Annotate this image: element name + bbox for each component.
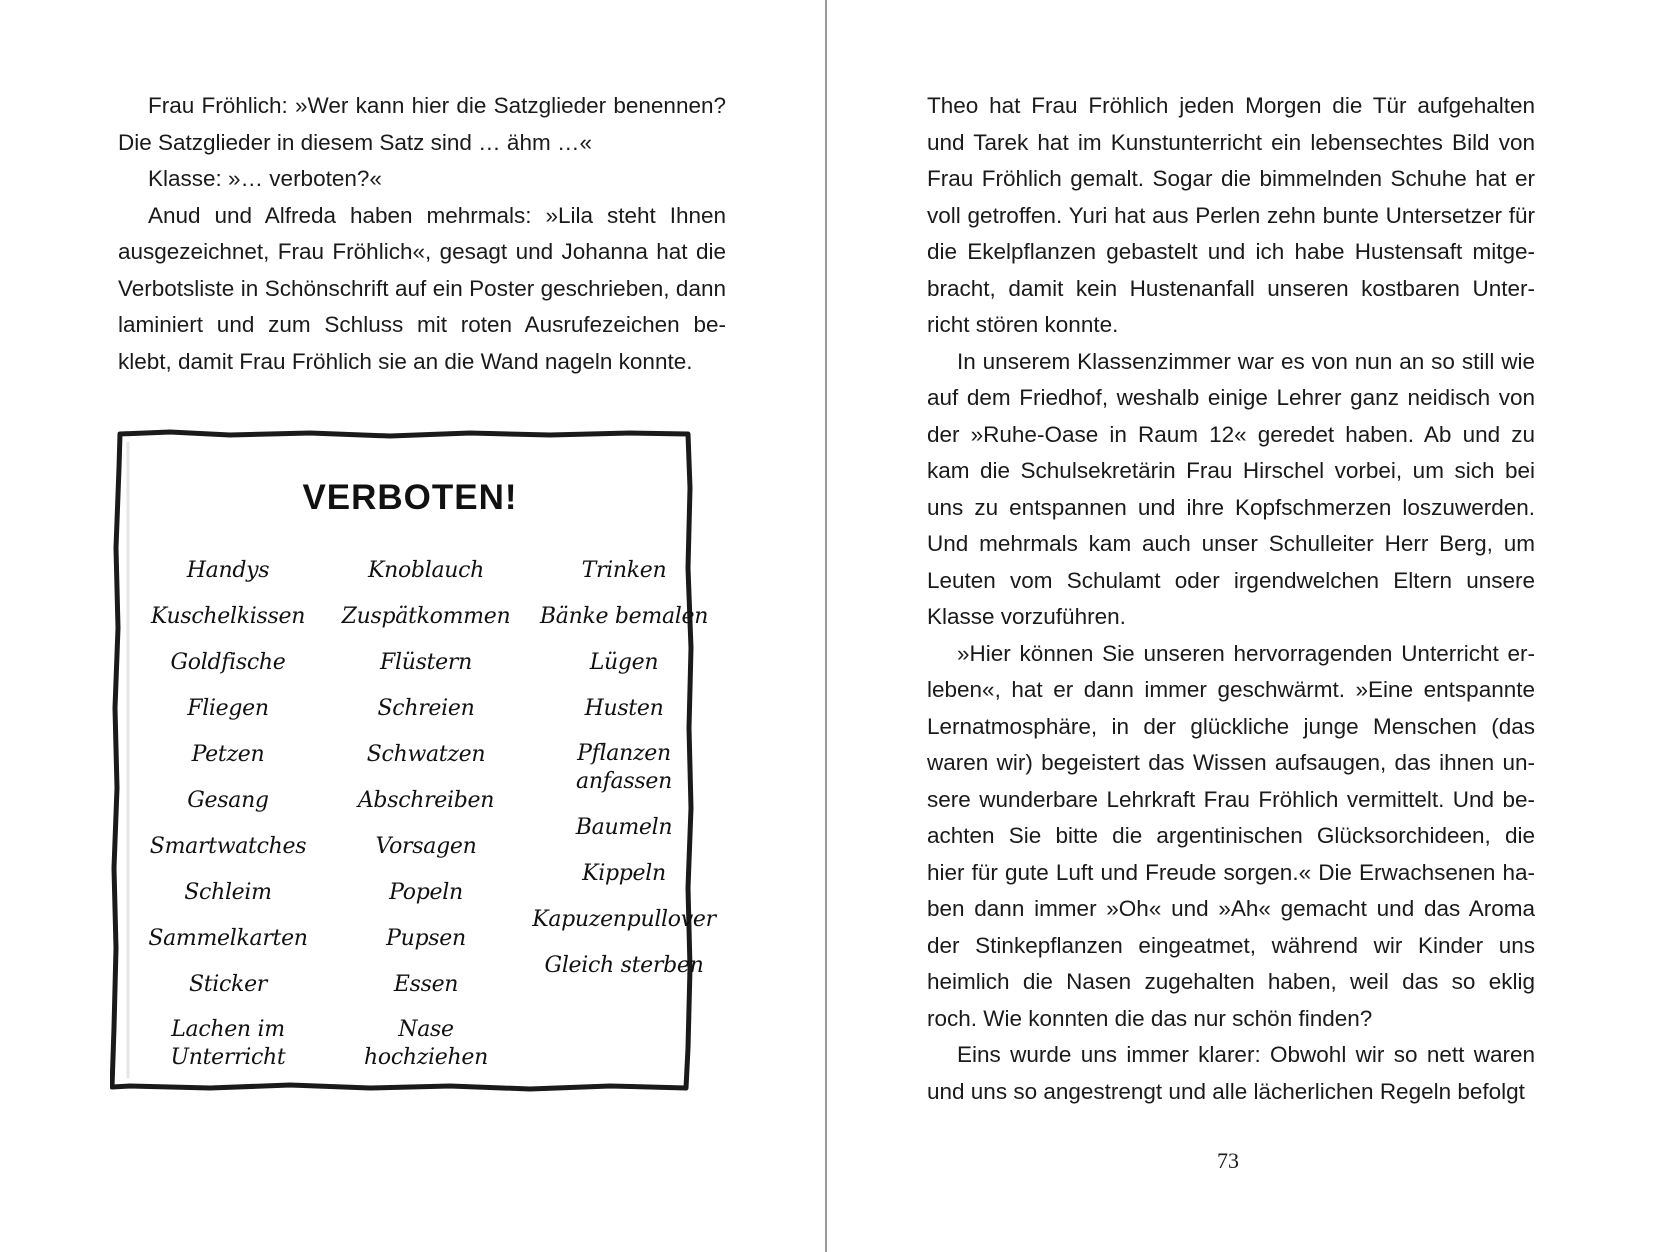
text-line: der »Ruhe-Oase in Raum 12« geredet haben. Ab und zu bbox=[927, 421, 1535, 447]
poster-item: Essen bbox=[393, 972, 459, 997]
paragraph bbox=[927, 344, 1535, 636]
text-line: ausgezeichnet, Frau Fröhlich«, gesagt und Johanna hat die bbox=[118, 239, 726, 264]
poster-column-3 bbox=[524, 556, 724, 997]
text-line: achten Sie bitte die argentinischen Glücksorchideen, die bbox=[927, 823, 1535, 848]
poster-item: Schleim bbox=[184, 880, 272, 905]
poster-item: Schreien bbox=[377, 696, 475, 721]
text-line: Lernatmosphäre, in der glückliche junge Menschen (das bbox=[927, 713, 1535, 739]
left-page-text bbox=[118, 88, 726, 380]
text-line: In unserem Klassenzimmer war es von nun an so still wie bbox=[957, 348, 1535, 374]
text-line: Eins wurde uns immer klarer: Obwohl wir so nett waren bbox=[957, 1042, 1535, 1067]
text-line: waren wir) begeistert das Wissen aufsaugen, das ihnen un- bbox=[927, 750, 1535, 775]
text-line: richt stören konnte. bbox=[927, 312, 1119, 337]
poster-item: Goldfische bbox=[170, 650, 286, 675]
text-line: Frau Fröhlich gemalt. Sogar die bimmelnden Schuhe hat er bbox=[927, 166, 1535, 191]
text-line: auf dem Friedhof, weshalb einige Lehrer ganz neidisch von bbox=[927, 385, 1535, 410]
text-line: laminiert und zum Schluss mit roten Ausrufezeichen be- bbox=[118, 312, 726, 337]
paragraph bbox=[118, 88, 726, 161]
text-line: klebt, damit Frau Fröhlich sie an die Wand nageln konnte. bbox=[118, 348, 693, 374]
text-line: Klasse: »… verboten?« bbox=[148, 166, 382, 191]
poster-item: Pflanzen anfassen bbox=[576, 741, 672, 794]
right-page bbox=[827, 0, 1654, 1252]
text-line: Klasse vorzuführen. bbox=[927, 604, 1126, 629]
text-line: voll getroffen. Yuri hat aus Perlen zehn bunte Untersetzer für bbox=[927, 202, 1535, 228]
text-line: Verbotsliste in Schönschrift auf ein Poster geschrieben, dann bbox=[118, 275, 726, 301]
poster-item: Schwatzen bbox=[366, 742, 486, 767]
text-line: heimlich die Nasen zugehalten haben, weil das so eklig bbox=[927, 969, 1535, 994]
poster-item: Knoblauch bbox=[367, 558, 485, 583]
poster-item: Kuschelkissen bbox=[150, 604, 306, 629]
paragraph bbox=[927, 1037, 1535, 1110]
paragraph bbox=[927, 88, 1535, 344]
text-line: roch. Wie konnten die das nur schön finden? bbox=[927, 1005, 1373, 1031]
poster-column-2 bbox=[326, 556, 526, 1089]
poster-item: Fliegen bbox=[187, 696, 269, 721]
poster-item: Kapuzenpullover bbox=[532, 907, 716, 932]
text-line: ben dann immer »Oh« und »Ah« gemacht und das Aroma bbox=[927, 896, 1535, 921]
poster-title: VERBOTEN! bbox=[302, 478, 518, 517]
poster-item: Trinken bbox=[581, 558, 667, 583]
text-line: Anud und Alfreda haben mehrmals: »Lila steht Ihnen bbox=[148, 202, 726, 228]
left-page bbox=[0, 0, 826, 1252]
poster-item: Flüstern bbox=[380, 650, 472, 675]
right-page-text bbox=[927, 88, 1535, 1110]
text-line: Und mehrmals kam auch unser Schulleiter Herr Berg, um bbox=[927, 531, 1535, 556]
poster-item: Handys bbox=[186, 558, 270, 583]
text-line: kam die Schulsekretärin Frau Hirschel vorbei, um sich bei bbox=[927, 458, 1535, 483]
text-line: die Ekelpflanzen gebastelt und ich habe Hustensaft mitge- bbox=[927, 239, 1535, 264]
page-number-text: 73 bbox=[1217, 1148, 1239, 1173]
paragraph bbox=[927, 636, 1535, 1038]
poster-item: Husten bbox=[584, 696, 664, 721]
poster-item: Popeln bbox=[389, 880, 463, 905]
text-line: bracht, damit kein Hustenanfall unseren kostbaren Unter- bbox=[927, 275, 1535, 301]
poster-item: Vorsagen bbox=[375, 834, 477, 859]
paragraph bbox=[118, 198, 726, 381]
poster-item: Bänke bemalen bbox=[539, 604, 709, 629]
text-line: und uns so angestrengt und alle lächerlichen Regeln befolgt bbox=[927, 1078, 1525, 1104]
poster-item: Baumeln bbox=[575, 815, 673, 840]
text-line: Theo hat Frau Fröhlich jeden Morgen die Tür aufgehalten bbox=[927, 93, 1535, 118]
poster-item: Nase hochziehen bbox=[364, 1017, 488, 1070]
poster-item: Kippeln bbox=[582, 861, 666, 886]
poster-item: Abschreiben bbox=[357, 788, 495, 813]
poster-item: Sammelkarten bbox=[148, 926, 308, 951]
poster-item: Petzen bbox=[191, 742, 265, 767]
text-line: Frau Fröhlich: »Wer kann hier die Satzglieder benennen? bbox=[148, 93, 726, 118]
poster-item: Lachen im Unterricht bbox=[170, 1017, 286, 1070]
text-line: leben«, hat er dann immer geschwärmt. »Eine entspannte bbox=[927, 677, 1535, 702]
paragraph bbox=[118, 161, 726, 198]
text-line: Leuten vom Schulamt oder irgendwelchen Eltern unsere bbox=[927, 567, 1535, 593]
poster-item: Gleich sterben bbox=[544, 953, 704, 978]
poster-item: Sticker bbox=[188, 972, 268, 997]
text-line: und Tarek hat im Kunstunterricht ein lebensechtes Bild von bbox=[927, 129, 1535, 155]
poster-item: Gesang bbox=[187, 788, 269, 813]
poster-item: Smartwatches bbox=[149, 834, 307, 859]
verboten-poster bbox=[110, 428, 730, 1148]
text-line: Die Satzglieder in diesem Satz sind … ähm …« bbox=[118, 129, 592, 155]
poster-item: Lügen bbox=[589, 650, 659, 675]
poster-item: Pupsen bbox=[386, 926, 466, 951]
poster-column-1 bbox=[128, 556, 328, 1089]
text-line: sere wunderbare Lehrkraft Frau Fröhlich vermittelt. Und be- bbox=[927, 786, 1535, 812]
text-line: »Hier können Sie unseren hervorragenden Unterricht er- bbox=[957, 640, 1535, 666]
text-line: hier für gute Luft und Freude sorgen.« Die Erwachsenen ha- bbox=[927, 859, 1535, 885]
text-line: der Stinkepflanzen eingeatmet, während wir Kinder uns bbox=[927, 932, 1535, 958]
text-line: uns zu entspannen und ihre Kopfschmerzen loszuwerden. bbox=[927, 494, 1535, 520]
poster-item: Zuspätkommen bbox=[341, 604, 511, 629]
